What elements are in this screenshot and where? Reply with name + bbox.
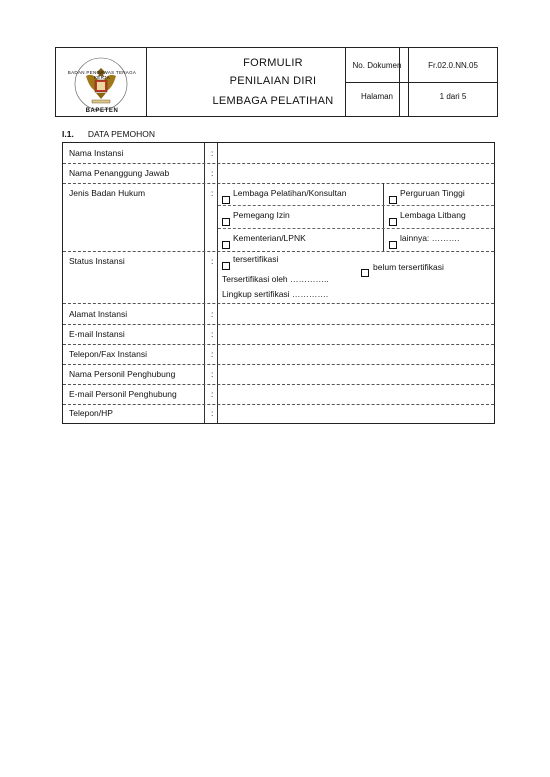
colon: : xyxy=(211,256,214,266)
option-row-divider xyxy=(218,228,494,229)
checkbox-lainnya[interactable] xyxy=(389,241,397,249)
checkbox-lembaga[interactable] xyxy=(222,196,230,204)
row-telepon-hp xyxy=(63,404,494,423)
row-nama-instansi xyxy=(63,143,494,164)
row-email-instansi xyxy=(63,324,494,345)
page-value-cell xyxy=(408,82,498,117)
document-header xyxy=(55,47,498,117)
row-alamat-instansi xyxy=(63,303,494,325)
row-penanggung-jawab xyxy=(63,163,494,184)
checkbox-tersertifikasi[interactable] xyxy=(222,262,230,270)
page-value: 1 dari 5 xyxy=(439,92,467,101)
checkbox-belum-tersertifikasi[interactable] xyxy=(361,269,369,277)
logo-cell xyxy=(55,47,147,117)
label-nama-personil: Nama Personil Penghubung xyxy=(69,369,176,379)
option-litbang: Lembaga Litbang xyxy=(400,210,466,220)
page-label: Halaman xyxy=(360,92,393,101)
doc-no-value-cell xyxy=(408,47,498,83)
doc-no-value: Fr.02.0.NN.05 xyxy=(428,61,478,70)
checkbox-litbang[interactable] xyxy=(389,218,397,226)
row-status-instansi xyxy=(63,251,494,304)
applicant-data-form xyxy=(62,142,495,424)
section-heading xyxy=(62,129,155,139)
checkbox-pemegang[interactable] xyxy=(222,218,230,226)
logo-text-top: BADAN PENGAWAS TENAGA KERJA xyxy=(67,70,137,80)
checkbox-kementerian[interactable] xyxy=(222,241,230,249)
section-number: I.1. xyxy=(62,129,74,139)
logo-text-bottom: BAPETEN xyxy=(85,108,119,114)
title-line-2: PENILAIAN DIRI xyxy=(229,75,317,87)
colon: : xyxy=(211,369,214,379)
section-title: DATA PEMOHON xyxy=(87,129,156,139)
checkbox-perguruan[interactable] xyxy=(389,196,397,204)
row-jenis-badan-hukum xyxy=(63,183,494,252)
doc-no-label-cell xyxy=(345,47,409,83)
row-telepon-fax xyxy=(63,344,494,365)
label-telepon-hp: Telepon/HP xyxy=(69,408,113,418)
lingkup-sertifikasi: Lingkup sertifikasi …………. xyxy=(222,289,329,299)
title-line-1: FORMULIR xyxy=(243,57,303,69)
colon: : xyxy=(211,389,214,399)
option-divider xyxy=(383,183,384,251)
label-status-instansi: Status Instansi xyxy=(69,256,125,266)
colon: : xyxy=(211,188,214,198)
option-lembaga: Lembaga Pelatihan/Konsultan xyxy=(233,188,347,198)
page-label-cell xyxy=(345,82,409,117)
label-telepon-fax: Telepon/Fax Instansi xyxy=(69,349,147,359)
option-pemegang: Pemegang Izin xyxy=(233,210,290,220)
colon: : xyxy=(211,329,214,339)
label-email-instansi: E-mail Instansi xyxy=(69,329,125,339)
row-email-personil xyxy=(63,384,494,405)
row-nama-personil xyxy=(63,364,494,385)
colon: : xyxy=(211,309,214,319)
option-row-divider xyxy=(218,205,494,206)
colon: : xyxy=(211,168,214,178)
tersertifikasi-oleh: Tersertifikasi oleh ………….. xyxy=(222,274,329,284)
label-nama-instansi: Nama Instansi xyxy=(69,148,124,158)
colon: : xyxy=(211,148,214,158)
label-email-personil: E-mail Personil Penghubung xyxy=(69,389,177,399)
colon: : xyxy=(211,349,214,359)
title-line-3: LEMBAGA PELATIHAN xyxy=(212,95,334,107)
bapeten-logo xyxy=(56,48,146,116)
label-alamat-instansi: Alamat Instansi xyxy=(69,309,128,319)
option-kementerian: Kementerian/LPNK xyxy=(233,233,306,243)
option-lainnya: lainnya: ………. xyxy=(400,233,460,243)
label-jenis-badan-hukum: Jenis Badan Hukum xyxy=(69,188,146,198)
colon: : xyxy=(211,408,214,418)
label-penanggung-jawab: Nama Penanggung Jawab xyxy=(69,168,170,178)
option-belum-tersertifikasi: belum tersertifikasi xyxy=(373,262,444,272)
option-tersertifikasi: tersertifikasi xyxy=(233,254,279,264)
doc-no-label: No. Dokumen xyxy=(352,61,402,70)
option-perguruan: Perguruan Tinggi xyxy=(400,188,465,198)
